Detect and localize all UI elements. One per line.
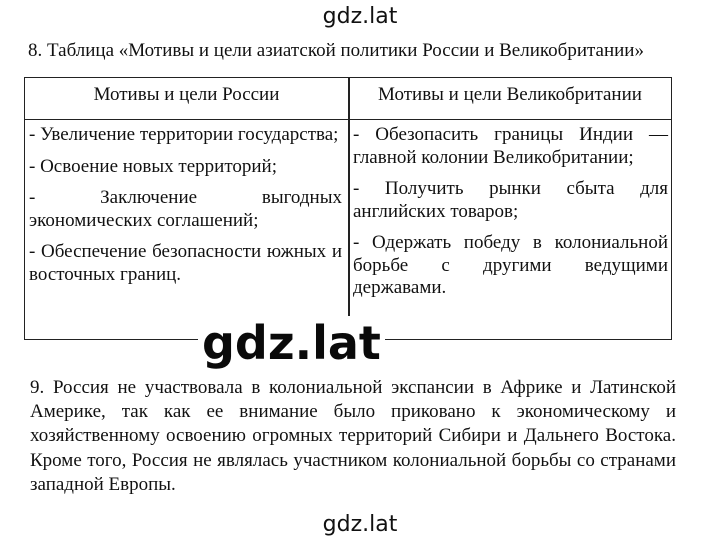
- britain-column: [353, 124, 668, 309]
- task8-heading: 8. Таблица «Мотивы и цели азиатской политики России и Великобритании»: [28, 40, 644, 61]
- watermark-top: gdz.lat: [322, 4, 398, 29]
- britain-item: - Одержать победу в колониальной борьбе с другими ведущими державами.: [353, 232, 668, 298]
- header-britain: Мотивы и цели Великобритании: [378, 84, 642, 105]
- task9-paragraph: 9. Россия не участвовала в колониальной экспансии в Африке и Латинской Америке, так как ее внимание было приковано к экономическому и хозяйственному освоению огромных территорий Сибири и Дальнего Востока. Кроме того, Россия не являлась участником колониальной борьбы со странами западной Европы.: [30, 377, 676, 495]
- watermark-bottom: gdz.lat: [322, 512, 398, 537]
- russia-item: - Обеспечение безопасности южных и восточных границ.: [29, 241, 342, 285]
- russia-item: - Освоение новых территорий;: [29, 155, 277, 177]
- britain-item: - Получить рынки сбыта для английских товаров;: [353, 178, 668, 222]
- column-divider: [348, 78, 350, 339]
- britain-item: - Обезопасить границы Индии — главной колонии Великобритании;: [353, 124, 668, 168]
- russia-item: - Заключение выгодных экономических соглашений;: [29, 187, 342, 231]
- header-russia: Мотивы и цели России: [93, 84, 280, 105]
- russia-column: [29, 124, 342, 295]
- russia-item: - Увеличение территории государства;: [29, 124, 339, 145]
- watermark-center: gdz.lat: [198, 316, 385, 370]
- motives-table: [24, 77, 672, 340]
